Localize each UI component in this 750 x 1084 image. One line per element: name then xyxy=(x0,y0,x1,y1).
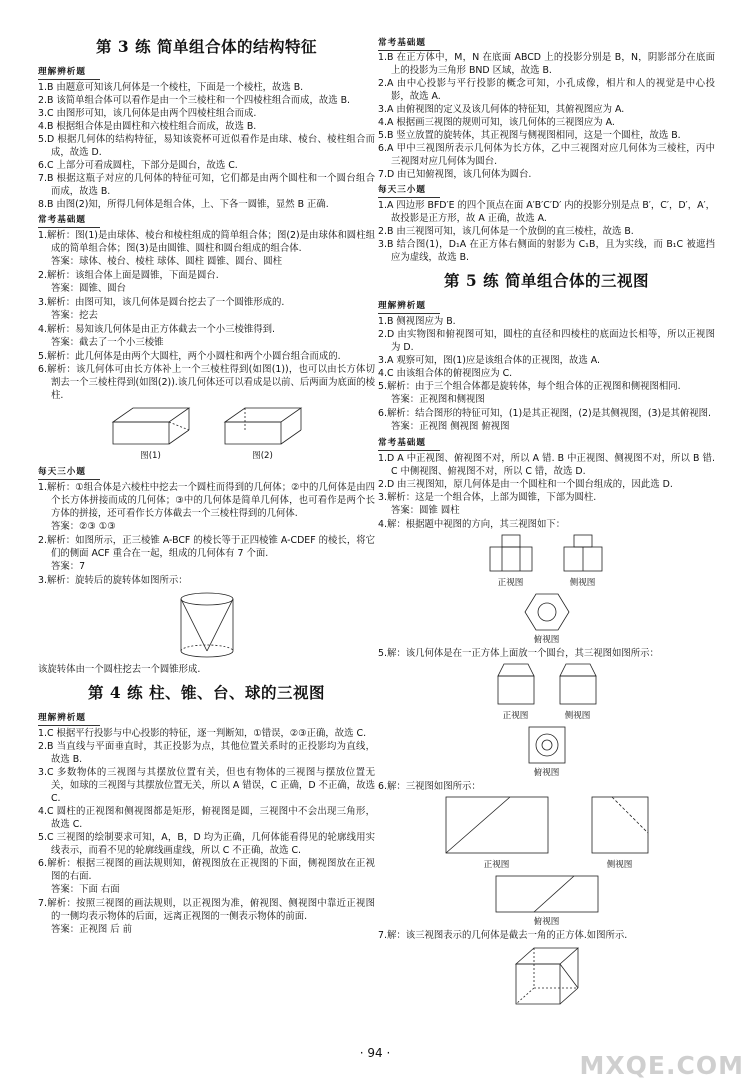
watermark-logo: MXQE.COM xyxy=(579,1051,744,1080)
list-item: 5.B 竖立放置的旋转体，其正视图与侧视图相同，这是一个圆柱，故选 B. xyxy=(378,130,681,141)
question-item: 1.解析：图(1)是由球体、棱台和棱柱组成的简单组合体；图(2)是由球体和圆柱组成的简单组合体；图(3)是由圆锥、圆柱和圆台组成的组合体. xyxy=(38,230,375,254)
list-item: 1.B 侧视图应为 B. xyxy=(378,316,456,327)
question-item: 3.解析：由图可知，该几何体是圆台挖去了一个圆锥形成的. xyxy=(38,297,285,308)
question-item: 4.解析：易知该几何体是由正方体截去一个小三棱锥得到. xyxy=(38,324,275,335)
q6-front-view xyxy=(444,795,550,855)
list-item: 4.C 由该组合体的俯视图应为 C. xyxy=(378,368,513,379)
question-item: 6.解析：根据三视图的画法规则知，俯视图放在正视图的下面，侧视图放在正视图的右面. xyxy=(38,858,375,882)
answer-line: 答案：截去了一个小三棱锥 xyxy=(51,337,164,348)
section-5-items-2 xyxy=(378,452,715,531)
q7-text: 7.解：该三视图表示的几何体是截去一角的正方体.如图所示. xyxy=(378,930,628,941)
question-item: 5.解析：此几何体是由两个大圆柱，两个小圆柱和两个小圆台组合而成的. xyxy=(38,351,341,362)
answer-line: 答案：正视图和侧视图 xyxy=(391,394,485,405)
list-item: 3.A 由俯视图的定义及该几何体的特征知，其俯视图应为 A. xyxy=(378,104,625,115)
question-item: 1.D A 中正视图、俯视图不对，所以 A 错. B 中正视图、侧视图不对，所以 B 错. C 中侧视图、俯视图不对，所以 C 错，故选 D. xyxy=(378,453,715,477)
q4-views xyxy=(378,533,715,590)
section-3-items-3 xyxy=(38,481,375,587)
rotation-note: 该旋转体由一个圆柱挖去一个圆锥形成. xyxy=(38,664,201,675)
right-label-0: 常考基础题 xyxy=(378,37,440,51)
q4-side-caption: 侧视图 xyxy=(569,578,596,588)
answer-line: 答案：球体、棱台、棱柱 球体、圆柱 圆锥、圆台、圆柱 xyxy=(51,256,282,267)
right-column xyxy=(378,36,715,1008)
truncated-cube-figure xyxy=(512,944,582,1006)
answer-line: 答案：圆锥、圆台 xyxy=(51,283,127,294)
list-item: 2.B 当直线与平面垂直时，其正投影为点，其他位置关系时的正投影均为直线，故选 B. xyxy=(38,741,375,765)
q6-top-view xyxy=(494,874,600,914)
section-5-label-2: 常考基础题 xyxy=(378,437,440,451)
list-item: 1.A 四边形 BFD′E 的四个顶点在面 A′B′C′D′ 内的投影分别是点 B′，C′，D′，A′，故投影是正方形，故 A 正确，故选 A. xyxy=(378,200,715,224)
answer-line: 答案：挖去 xyxy=(51,310,98,321)
answer-line: 答案：下面 右面 xyxy=(51,884,120,895)
q4-front-caption: 正视图 xyxy=(497,578,524,588)
q6-text: 6.解：三视图如图所示： xyxy=(378,781,481,792)
answer-line: 答案：7 xyxy=(51,561,86,572)
list-item: 7.D 由已知俯视图，该几何体为圆台. xyxy=(378,169,532,180)
section-5-title: 第 5 练 简单组合体的三视图 xyxy=(444,271,649,290)
list-item: 4.A 根据画三视图的规则可知，该几何体的三视图应为 A. xyxy=(378,117,615,128)
right-items-0 xyxy=(378,51,715,181)
list-item: 6.A 甲中三视图所表示几何体为长方体，乙中三视图对应几何体为三棱柱，丙中三视图对应几何体为圆台. xyxy=(378,143,715,167)
section-3-items-1 xyxy=(38,81,375,211)
right-label-0b: 每天三小题 xyxy=(378,184,440,198)
figure-1-caption: 图(1) xyxy=(140,451,161,461)
list-item: 6.C 上部分可看成圆柱，下部分是圆台，故选 C. xyxy=(38,160,238,171)
q4-top-caption: 俯视图 xyxy=(533,635,560,645)
left-column xyxy=(38,34,375,937)
answer-line: 答案：圆锥 圆柱 xyxy=(391,505,460,516)
list-item: 8.B 由图(2)知，所得几何体是组合体，上、下各一圆锥，显然 B 正确. xyxy=(38,199,329,210)
list-item: 3.B 结合图(1)，D₁A 在正方体右侧面的射影为 C₁B，且为实线，而 B₁C 被遮挡应为虚线，故选 B. xyxy=(378,239,715,263)
q5-text: 5.解：该几何体是在一正方体上面放一个圆台，其三视图如图所示： xyxy=(378,648,659,659)
question-item: 2.解析：如图所示，正三棱锥 A-BCF 的棱长等于正四棱锥 A-CDEF 的棱长，将它们的侧面 ACF 重合在一起，组成的几何体有 7 个面. xyxy=(38,535,375,559)
question-item: 3.解析：旋转后的旋转体如图所示： xyxy=(38,575,188,586)
section-3-label-3: 每天三小题 xyxy=(38,466,100,480)
q4-front-view xyxy=(488,533,534,573)
list-item: 1.C 根据平行投影与中心投影的特征，逐一判断知，①错误，②③正确，故选 C. xyxy=(38,728,367,739)
list-item: 2.B 该简单组合体可以看作是由一个三棱柱和一个四棱柱组合而成，故选 B. xyxy=(38,95,351,106)
q6-top-caption: 俯视图 xyxy=(533,917,560,927)
q6-front-caption: 正视图 xyxy=(483,860,510,870)
list-item: 1.B 由题意可知该几何体是一个棱柱，下面是一个棱柱，故选 B. xyxy=(38,82,304,93)
section-3-label-1: 理解辨析题 xyxy=(38,66,100,80)
right-items-0b xyxy=(378,199,715,264)
q4-side-view xyxy=(560,533,606,573)
section-3-items-2 xyxy=(38,229,375,402)
question-item: 2.解析：该组合体上面是圆锥，下面是圆台. xyxy=(38,270,219,281)
list-item: 3.A 观察可知，图(1)应是该组合体的正视图，故选 A. xyxy=(378,355,600,366)
question-item: 4.解：根据题中视图的方向，其三视图如下： xyxy=(378,519,566,530)
list-item: 4.C 圆柱的正视图和侧视图都是矩形，俯视图是圆，三视图中不会出现三角形，故选 C. xyxy=(38,806,375,830)
q5-views xyxy=(378,662,715,723)
prism-figure-2 xyxy=(221,404,305,446)
q6-side-caption: 侧视图 xyxy=(606,860,633,870)
q5-top-view xyxy=(527,725,567,765)
question-item: 5.解析：由于三个组合体都是旋转体，每个组合体的正视图和侧视图相同. xyxy=(378,381,681,392)
q5-top-caption: 俯视图 xyxy=(533,768,560,778)
section-5-label-1: 理解辨析题 xyxy=(378,300,440,314)
q5-front-caption: 正视图 xyxy=(502,711,529,721)
list-item: 5.C 三视图的绘制要求可知，A，B，D 均为正确，几何体能看得见的轮廓线用实线表示，而看不见的轮廓线画虚线，所以 C 不正确，故选 C. xyxy=(38,832,375,856)
cylinder-cone-figure xyxy=(175,589,239,661)
section-3-label-2: 常考基础题 xyxy=(38,214,100,228)
q6-side-view xyxy=(590,795,650,855)
prism-figure-1 xyxy=(109,404,193,446)
list-item: 3.C 多数物体的三视图与其摆放位置有关，但也有物体的三视图与摆放位置无关，如球的三视图与其摆放位置无关，所以 A 错误，C 正确，D 不正确，故选 C. xyxy=(38,767,375,804)
list-item: 1.B 在正方体中，M，N 在底面 ABCD 上的投影分别是 B，N，阴影部分在底面上的投影为三角形 BND 区域，故选 B. xyxy=(378,52,715,76)
q5-side-caption: 侧视图 xyxy=(564,711,591,721)
section-5-items-1 xyxy=(378,315,715,380)
question-item: 2.D 由三视图知，原几何体是由一个圆柱和一个圆台组成的，因此选 D. xyxy=(378,479,673,490)
section-4-label-1: 理解辨析题 xyxy=(38,712,100,726)
question-item: 7.解析：按照三视图的画法规则，以正视图为准，俯视图、侧视图中靠近正视图的一侧均表示物体的后面，远离正视图的一侧表示物体的前面. xyxy=(38,898,375,922)
section-4-items xyxy=(38,727,375,857)
question-item: 6.解析：结合图形的特征可知，(1)是其正视图，(2)是其侧视图，(3)是其俯视图. xyxy=(378,408,712,419)
list-item: 4.B 根据组合体是由圆柱和六棱柱组合而成，故选 B. xyxy=(38,121,257,132)
section-3-title: 第 3 练 简单组合体的结构特征 xyxy=(96,37,317,56)
section-5-items-1b xyxy=(378,380,715,433)
list-item: 5.D 根据几何体的结构特征，易知该瓷杯可近似看作是由球、棱台、棱柱组合而成，故选 D. xyxy=(38,134,375,158)
answer-line: 答案：正视图 侧视图 俯视图 xyxy=(391,421,510,432)
answer-line: 答案：正视图 后 前 xyxy=(51,924,132,935)
q6-views xyxy=(378,795,715,872)
q4-top-view xyxy=(524,592,570,632)
prism-figures xyxy=(38,404,375,463)
list-item: 3.C 由图形可知，该几何体是由两个四棱柱组合而成. xyxy=(38,108,257,119)
list-item: 7.B 根据这瓶子对应的几何体的特征可知，它们都是由两个圆柱和一个圆台组合而成，故选 B. xyxy=(38,173,375,197)
figure-2-caption: 图(2) xyxy=(252,451,273,461)
list-item: 2.D 由实物图和俯视图可知，圆柱的直径和四棱柱的底面边长相等，所以正视图为 D. xyxy=(378,329,715,353)
list-item: 2.A 由中心投影与平行投影的概念可知，小孔成像，相片和人的视觉是中心投影，故选 A. xyxy=(378,78,715,102)
list-item: 2.B 由三视图可知，该几何体是一个放倒的直三棱柱，故选 B. xyxy=(378,226,634,237)
q5-side-view xyxy=(558,662,598,706)
q5-front-view xyxy=(496,662,536,706)
question-item: 1.解析：①组合体是六棱柱中挖去一个圆柱而得到的几何体；②中的几何体是由四个长方体拼接而成的几何体；③中的几何体是简单几何体，也可看作是两个长方体的拼接，还可看作长方体截去一个三棱柱得到的几何体. xyxy=(38,482,375,519)
page-number: · 94 · xyxy=(359,1046,391,1060)
section-4-items-2 xyxy=(38,857,375,936)
question-item: 3.解析：这是一个组合体，上部为圆锥，下部为圆柱. xyxy=(378,492,597,503)
answer-line: 答案：②③ ①③ xyxy=(51,521,116,532)
section-4-title: 第 4 练 柱、锥、台、球的三视图 xyxy=(88,683,325,702)
question-item: 6.解析：该几何体可由长方体补上一个三棱柱得到(如图(1))，也可以由长方体切割去一个三棱柱得到(如图(2)).该几何体还可以看成是以前、后两面为底面的棱柱. xyxy=(38,364,375,401)
